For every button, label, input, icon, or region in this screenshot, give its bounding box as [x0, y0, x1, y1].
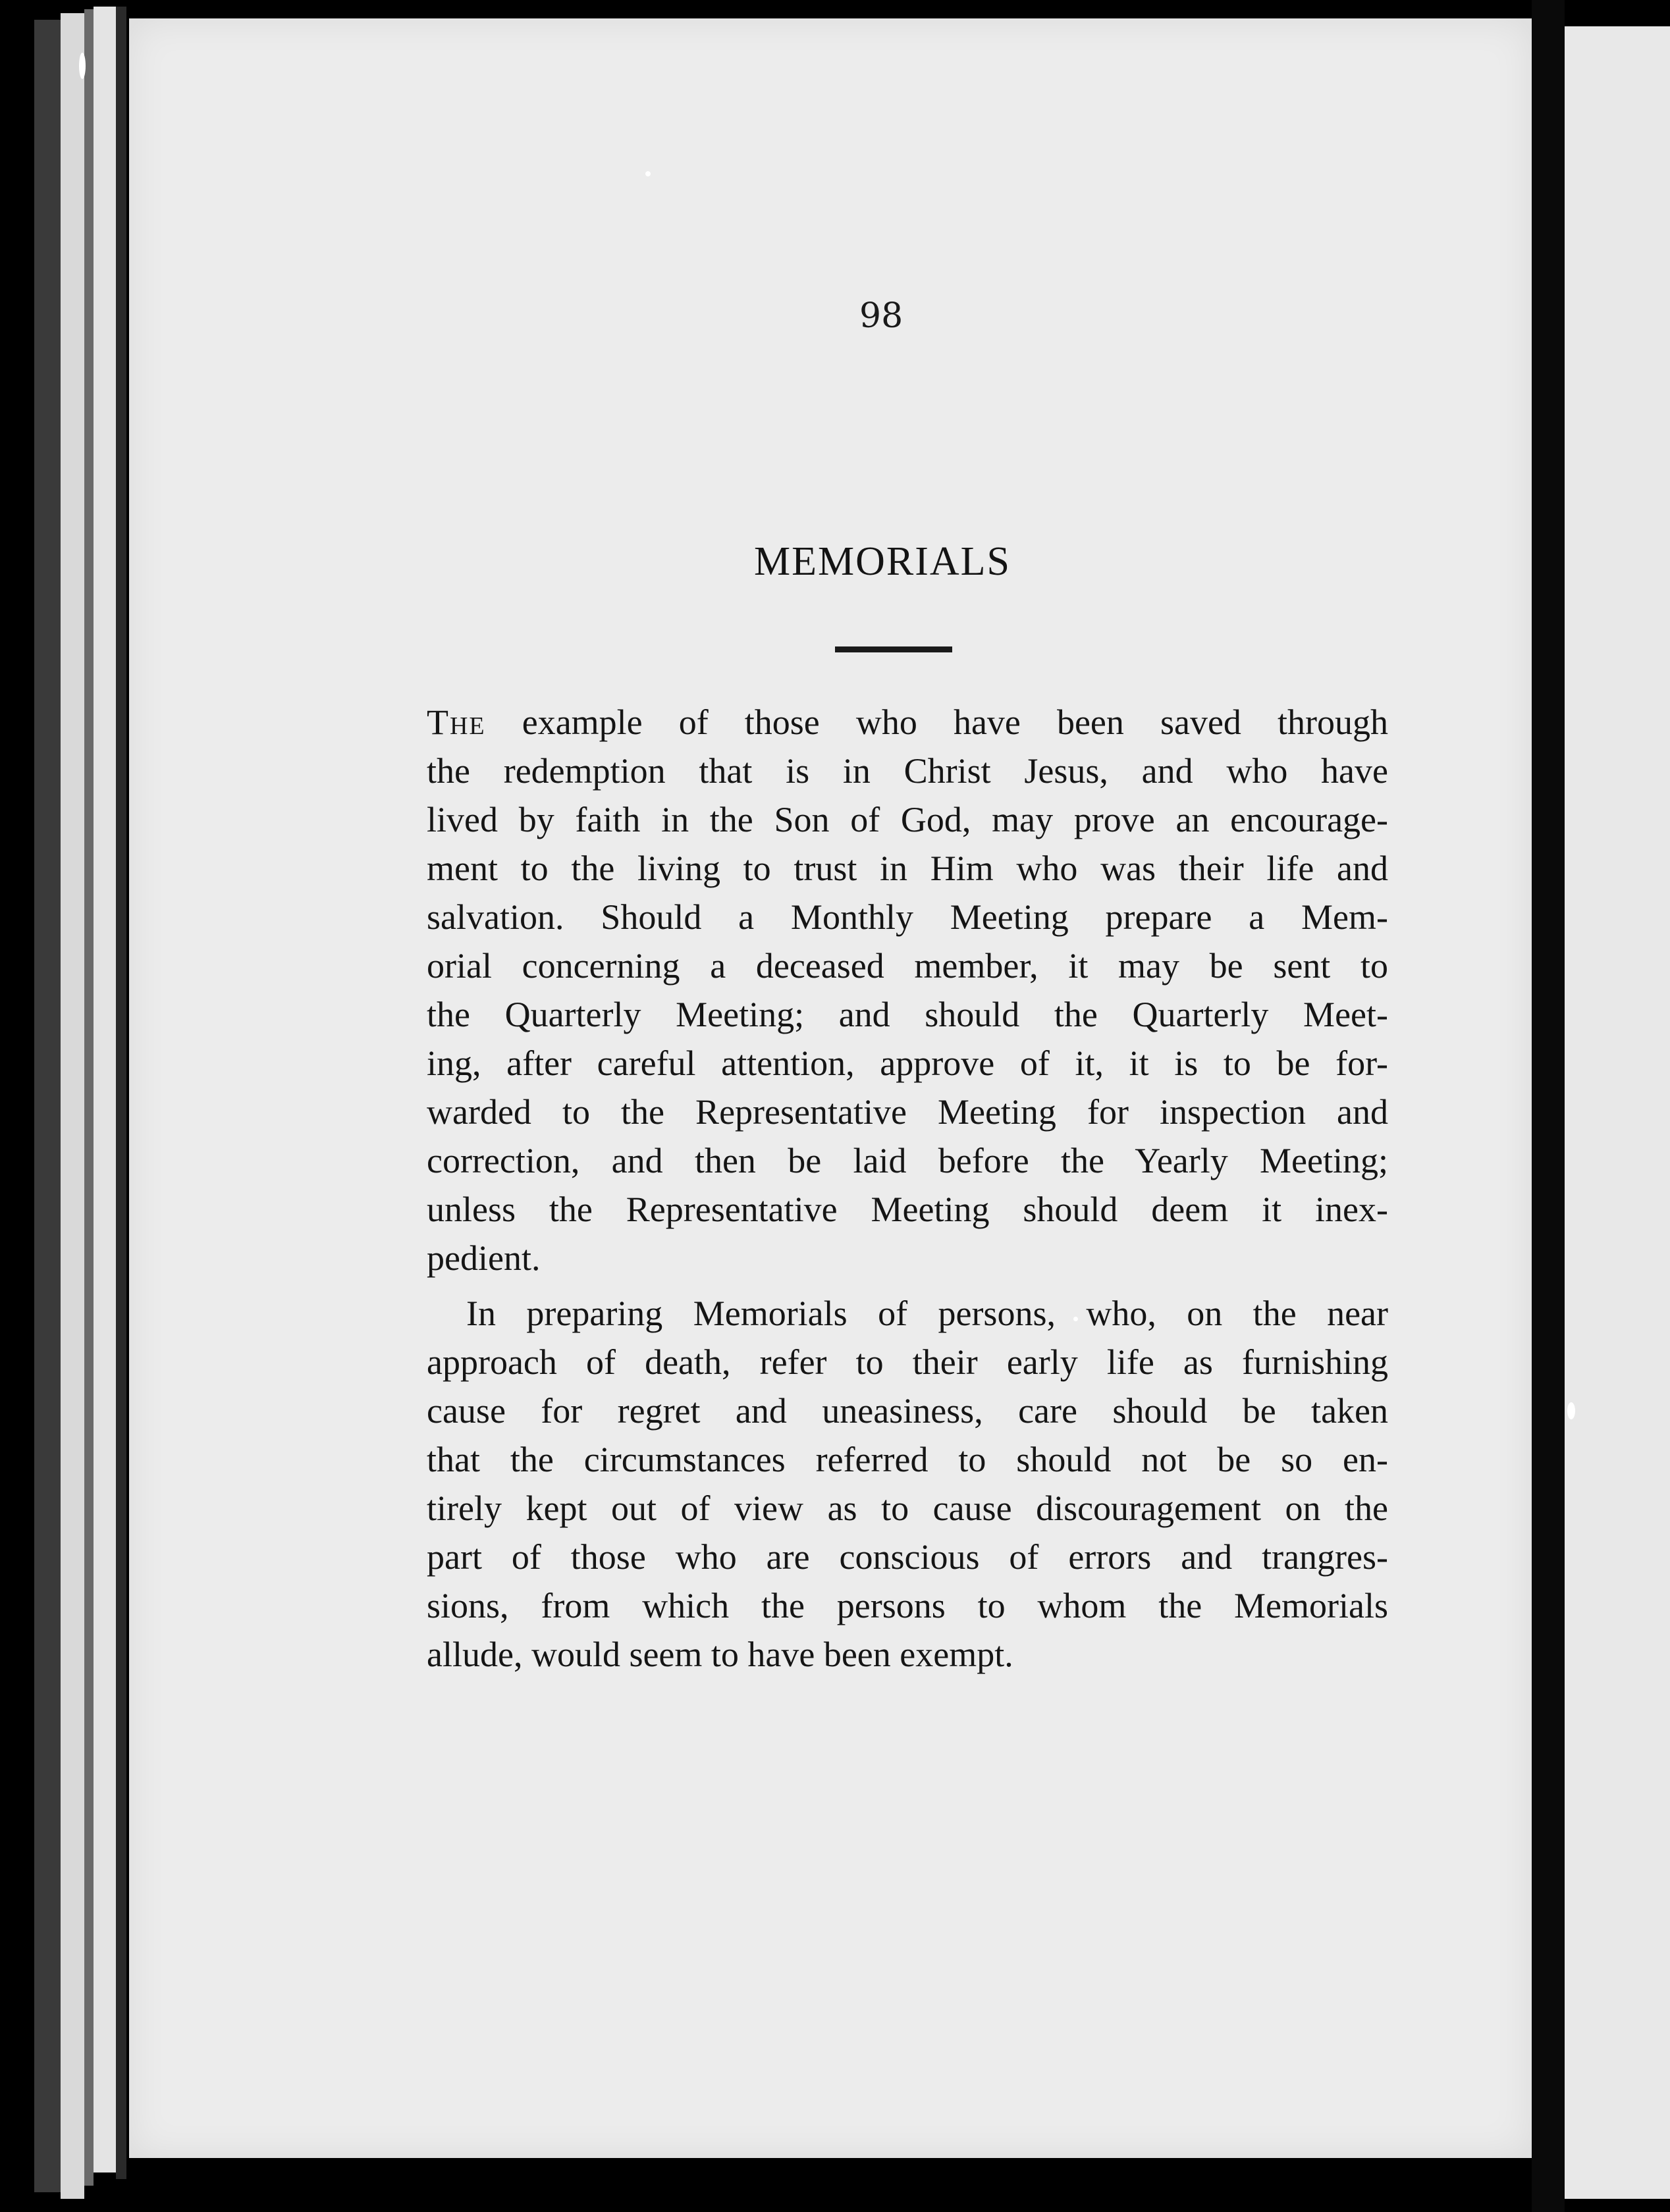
page-gutter	[1532, 0, 1565, 2212]
scan-speck	[1567, 1402, 1575, 1419]
text-line: pedient.	[427, 1238, 541, 1278]
text-line: that the circumstances referred to should not be so en-	[427, 1440, 1388, 1479]
heading-rule	[835, 646, 952, 652]
text-line: salvation. Should a Monthly Meeting prepare a Mem-	[427, 897, 1388, 937]
page-edge	[61, 13, 84, 2199]
text-line: correction, and then be laid before the Yearly Meeting;	[427, 1141, 1388, 1180]
page-edge	[116, 7, 126, 2179]
text-line: The example of those who have been saved through	[427, 702, 1389, 742]
text-line: unless the Representative Meeting should deem it inex-	[427, 1190, 1388, 1229]
scan-speck	[645, 171, 651, 176]
page-heading: MEMORIALS	[754, 539, 1011, 584]
text-line: allude, would seem to have been exempt.	[427, 1635, 1013, 1674]
text-line: tirely kept out of view as to cause discouragement on the	[427, 1488, 1388, 1528]
scan-speck	[79, 53, 86, 79]
text-line: the redemption that is in Christ Jesus, and who have	[427, 751, 1388, 791]
page-edge	[84, 9, 94, 2186]
paragraph-1	[427, 698, 1388, 1282]
text-line: orial concerning a deceased member, it may be sent to	[427, 946, 1388, 986]
text-line: lived by faith in the Son of God, may prove an encourage-	[427, 800, 1388, 839]
page-edge	[94, 7, 116, 2172]
text-line: part of those who are conscious of errors and trangres-	[427, 1537, 1388, 1577]
text-line: warded to the Representative Meeting for inspection and	[427, 1092, 1388, 1132]
text-line: the Quarterly Meeting; and should the Quarterly Meet-	[427, 995, 1388, 1034]
page-number: 98	[859, 296, 903, 336]
text-line: approach of death, refer to their early life as furnishing	[427, 1342, 1388, 1382]
text-line: In preparing Memorials of persons, who, on the near	[466, 1294, 1388, 1333]
paragraph-2	[427, 1289, 1388, 1338]
text-line: ing, after careful attention, approve of it, it is to be for-	[427, 1043, 1388, 1083]
text-line: sions, from which the persons to whom the Memorials	[427, 1586, 1388, 1625]
page-edge	[34, 20, 61, 2192]
text-line: cause for regret and uneasiness, care should be taken	[427, 1391, 1388, 1431]
paragraph-2-continued	[427, 1338, 1388, 1679]
lead-word: The	[427, 702, 486, 742]
facing-page-edge	[1565, 26, 1670, 2199]
body-text	[427, 698, 1388, 1679]
paragraph-gap	[427, 1282, 1388, 1289]
text-line: ment to the living to trust in Him who was their life and	[427, 849, 1388, 888]
